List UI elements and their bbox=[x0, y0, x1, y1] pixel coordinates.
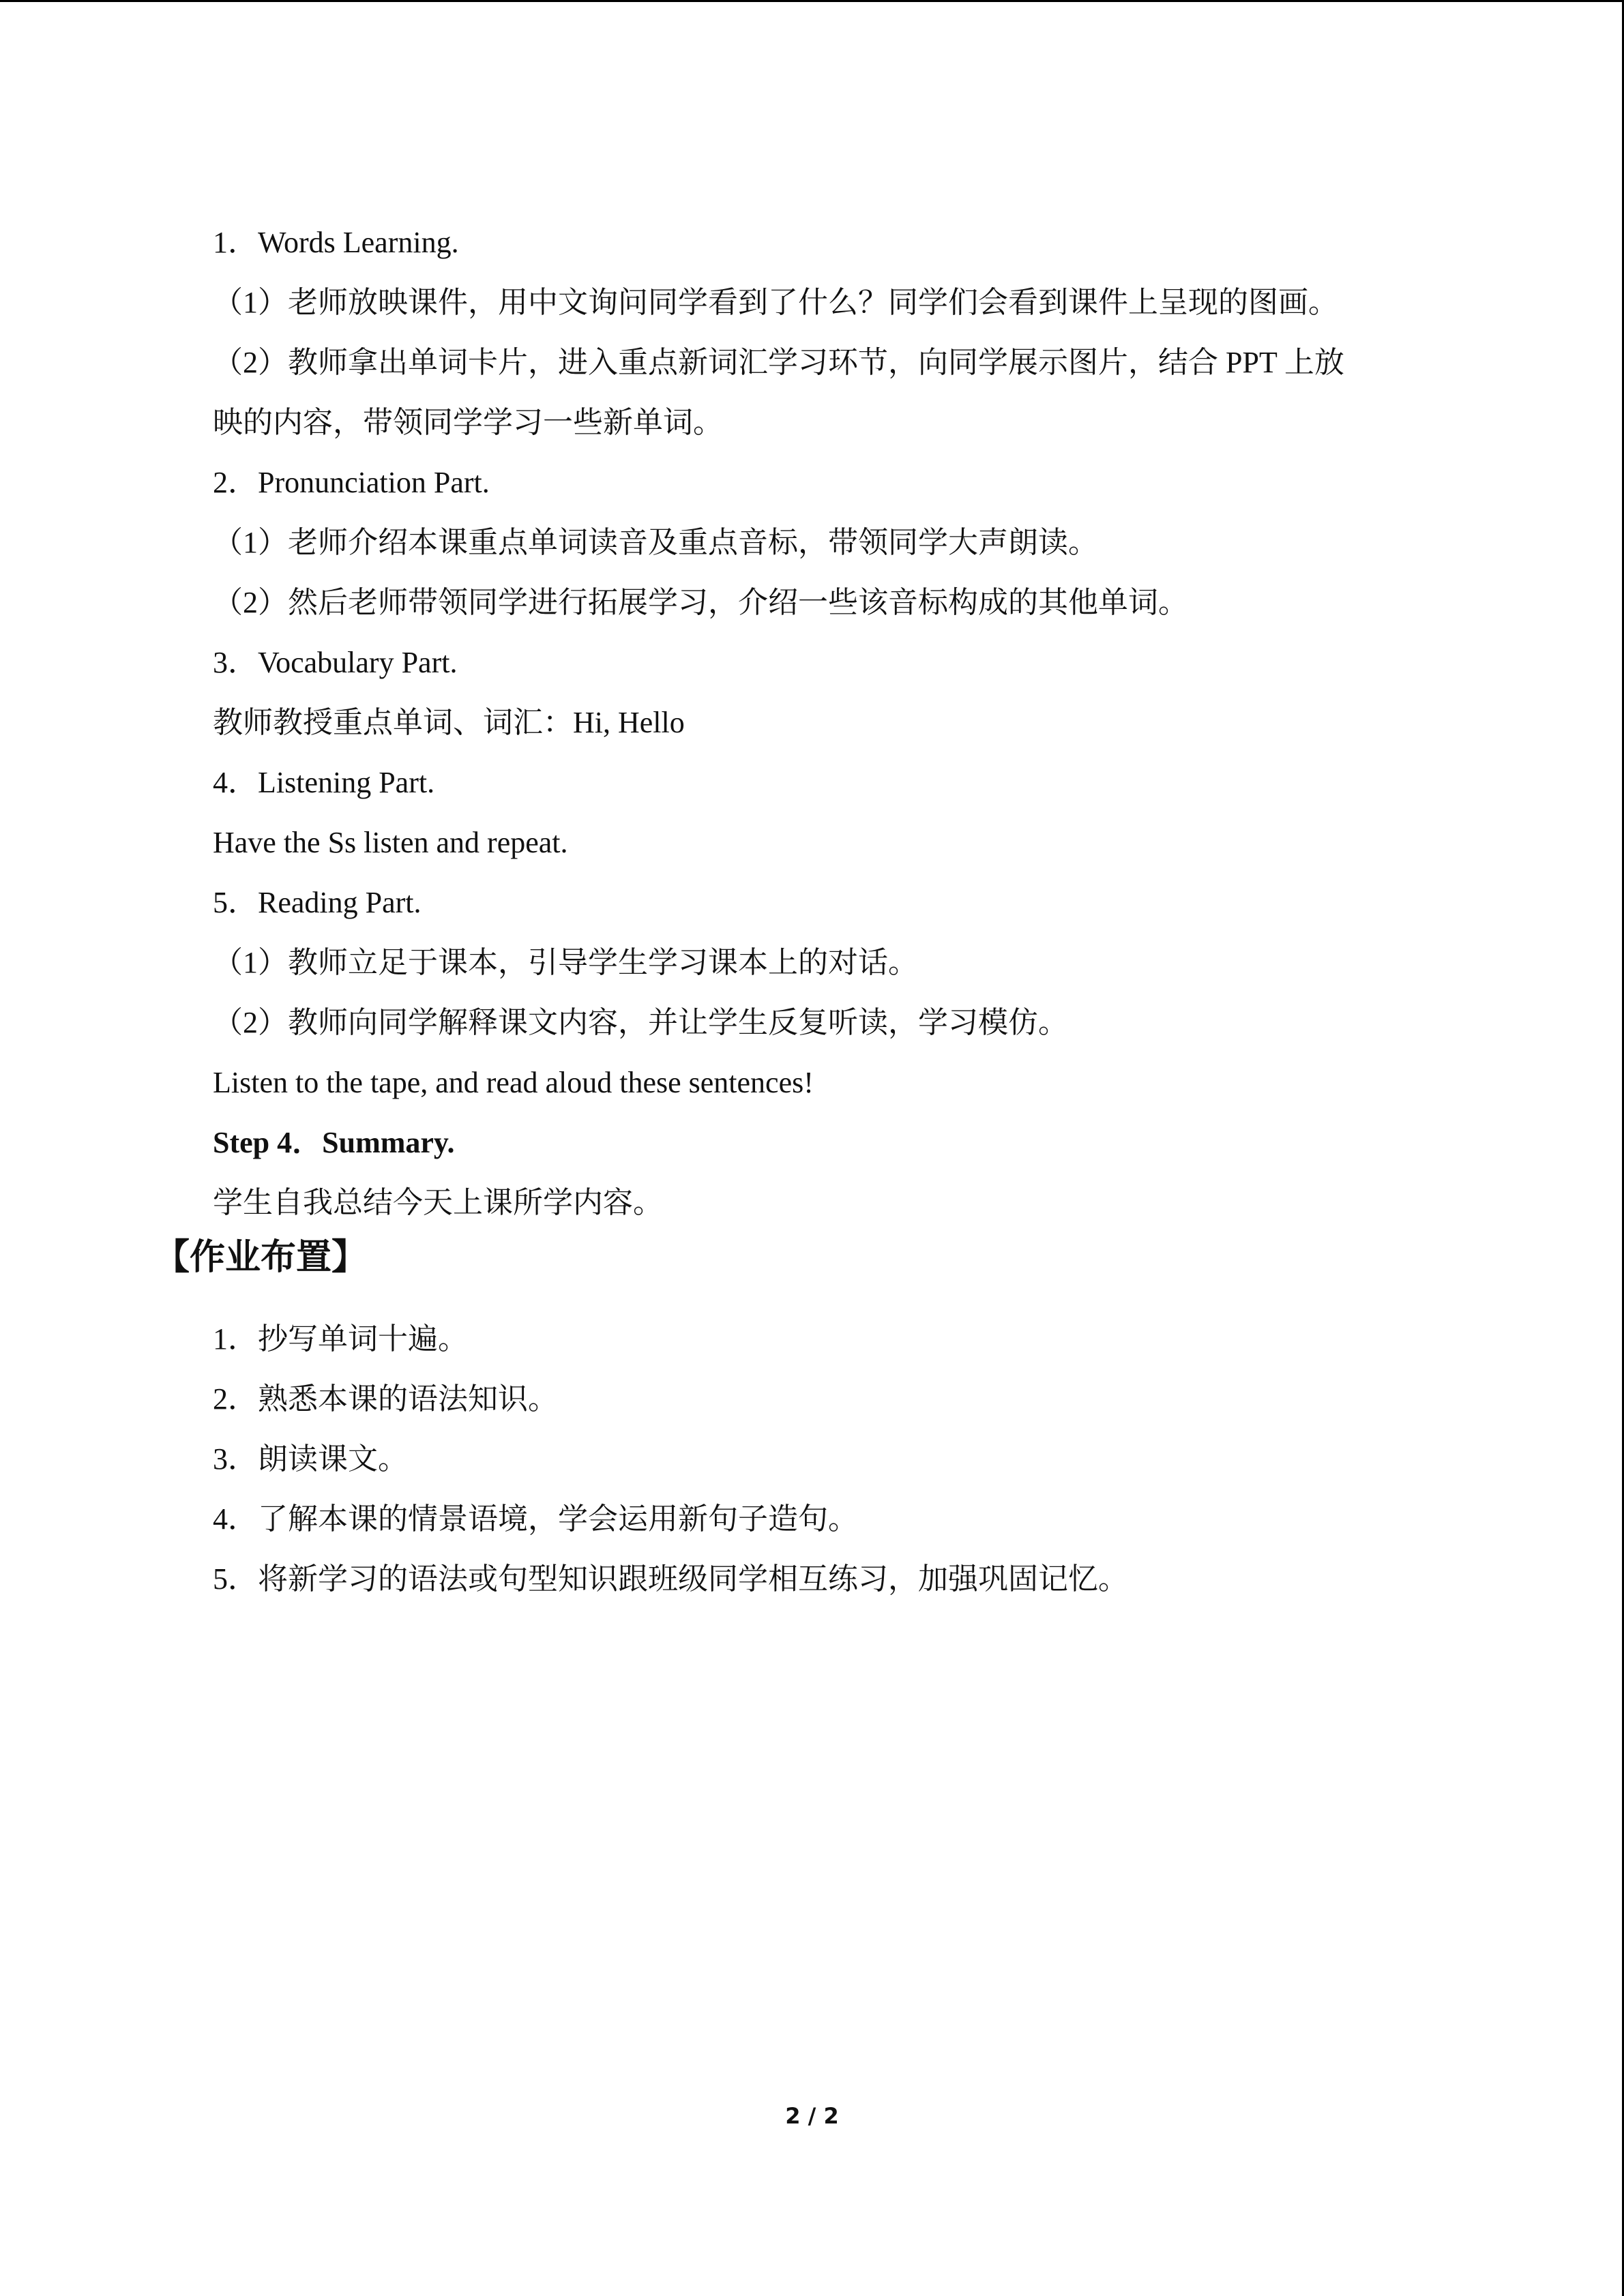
vocabulary-text: 教师教授重点单词、词汇：Hi, Hello bbox=[213, 706, 685, 739]
homework-item-3: 3．朗读课文。 bbox=[213, 1442, 408, 1476]
homework-item-2: 2．熟悉本课的语法知识。 bbox=[213, 1382, 558, 1416]
words-learning-item-2: （2）教师拿出单词卡片，进入重点新词汇学习环节，向同学展示图片，结合 PPT 上放 bbox=[213, 346, 1345, 379]
words-learning-item-2-cont: 映的内容，带领同学学习一些新单词。 bbox=[213, 406, 723, 439]
step-summary-heading: Step 4．Summary. bbox=[213, 1126, 455, 1159]
page-number: 2 / 2 bbox=[785, 2103, 839, 2129]
procedure-section bbox=[213, 213, 1454, 1233]
step-vocabulary: 3．Vocabulary Part. bbox=[213, 646, 458, 679]
step-words-learning: 1．Words Learning. bbox=[213, 226, 459, 259]
step-pronunciation: 2．Pronunciation Part. bbox=[213, 466, 490, 499]
homework-list bbox=[213, 1309, 1454, 1609]
reading-item-1: （1）教师立足于课本，引导学生学习课本上的对话。 bbox=[213, 946, 918, 979]
pronunciation-item-2: （2）然后老师带领同学进行拓展学习，介绍一些该音标构成的其他单词。 bbox=[213, 586, 1188, 619]
summary-text: 学生自我总结今天上课所学内容。 bbox=[213, 1186, 663, 1219]
step-listening: 4．Listening Part. bbox=[213, 766, 435, 799]
step-reading: 5．Reading Part. bbox=[213, 886, 422, 919]
listening-text: Have the Ss listen and repeat. bbox=[213, 826, 568, 859]
words-learning-item-1: （1）老师放映课件，用中文询问同学看到了什么？同学们会看到课件上呈现的图画。 bbox=[213, 286, 1338, 319]
homework-item-1: 1．抄写单词十遍。 bbox=[213, 1322, 468, 1356]
reading-item-2: （2）教师向同学解释课文内容，并让学生反复听读，学习模仿。 bbox=[213, 1006, 1068, 1039]
page-top-border bbox=[0, 0, 1624, 2]
homework-heading: 【作业布置】 bbox=[154, 1237, 368, 1278]
pronunciation-item-1: （1）老师介绍本课重点单词读音及重点音标，带领同学大声朗读。 bbox=[213, 526, 1098, 559]
homework-item-4: 4．了解本课的情景语境，学会运用新句子造句。 bbox=[213, 1502, 858, 1536]
homework-item-5: 5．将新学习的语法或句型知识跟班级同学相互练习，加强巩固记忆。 bbox=[213, 1562, 1128, 1596]
reading-instruction: Listen to the tape, and read aloud these sentences! bbox=[213, 1066, 814, 1099]
